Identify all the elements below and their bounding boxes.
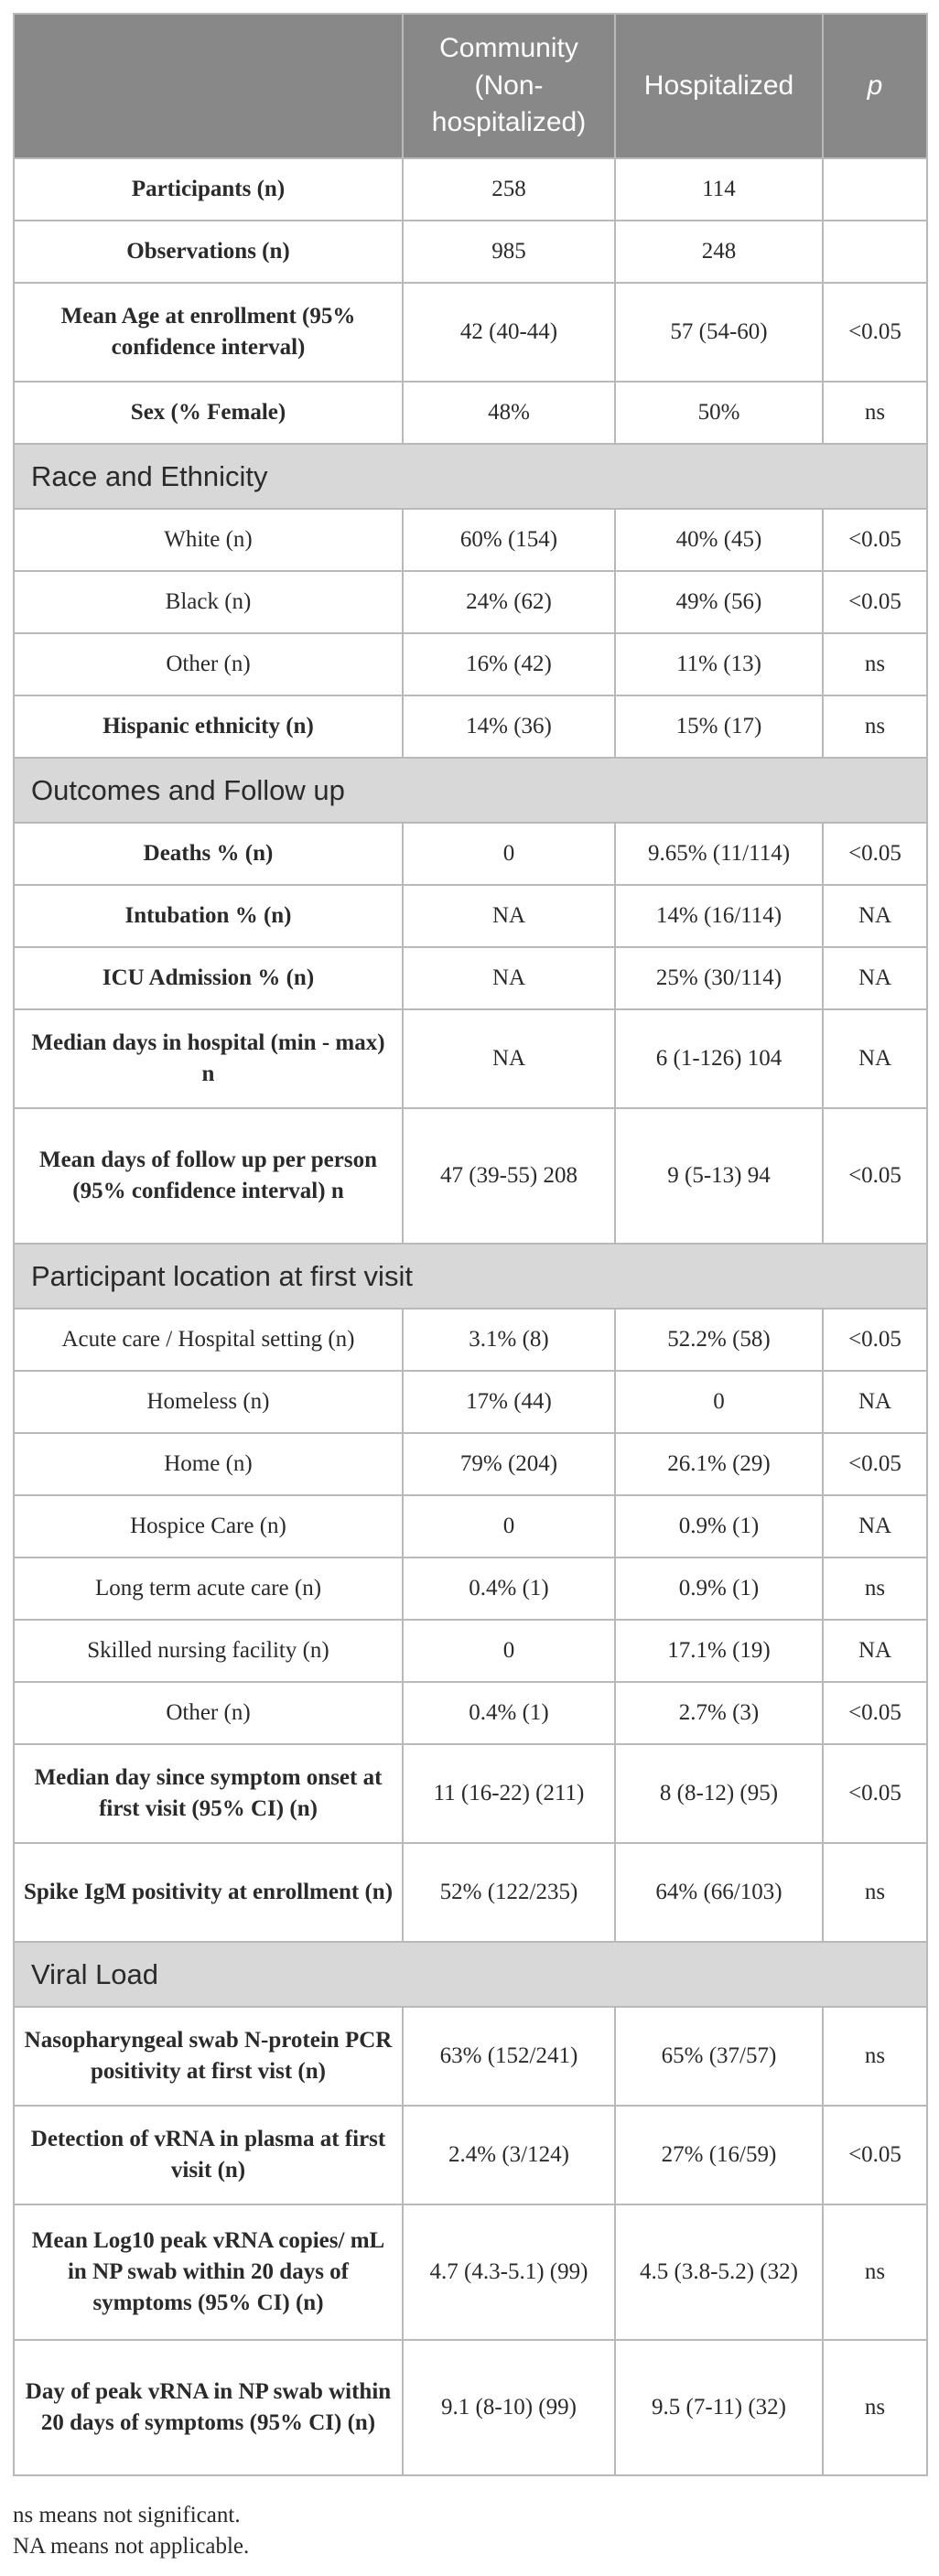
community-value: 24% (62) bbox=[403, 571, 615, 633]
section-title: Viral Load bbox=[14, 1942, 927, 2007]
hospitalized-value: 57 (54-60) bbox=[615, 283, 823, 382]
hospitalized-value: 0.9% (1) bbox=[615, 1495, 823, 1557]
hospitalized-value: 114 bbox=[615, 158, 823, 221]
p-value: NA bbox=[823, 1495, 927, 1557]
hospitalized-value: 64% (66/103) bbox=[615, 1843, 823, 1942]
p-value: <0.05 bbox=[823, 1744, 927, 1843]
community-value: 2.4% (3/124) bbox=[403, 2106, 615, 2204]
section-header-row bbox=[14, 758, 927, 823]
p-value: ns bbox=[823, 382, 927, 444]
hospitalized-value: 65% (37/57) bbox=[615, 2007, 823, 2106]
row-label: ICU Admission % (n) bbox=[14, 947, 403, 1009]
community-value: 0 bbox=[403, 1620, 615, 1682]
p-value: ns bbox=[823, 633, 927, 695]
hospitalized-value: 11% (13) bbox=[615, 633, 823, 695]
p-value: <0.05 bbox=[823, 509, 927, 571]
p-value bbox=[823, 221, 927, 283]
row-label: Skilled nursing facility (n) bbox=[14, 1620, 403, 1682]
p-value: <0.05 bbox=[823, 823, 927, 885]
community-value: NA bbox=[403, 885, 615, 947]
row-label: Other (n) bbox=[14, 1682, 403, 1744]
p-value: ns bbox=[823, 2007, 927, 2106]
p-value: ns bbox=[823, 1843, 927, 1942]
section-header-row bbox=[14, 1244, 927, 1309]
hospitalized-value: 0 bbox=[615, 1371, 823, 1433]
table-row bbox=[14, 1495, 927, 1557]
section-title: Outcomes and Follow up bbox=[14, 758, 927, 823]
row-label: Deaths % (n) bbox=[14, 823, 403, 885]
p-value bbox=[823, 158, 927, 221]
row-label: Detection of vRNA in plasma at first visit (n) bbox=[14, 2106, 403, 2204]
row-label: Other (n) bbox=[14, 633, 403, 695]
hospitalized-value: 9.5 (7-11) (32) bbox=[615, 2340, 823, 2475]
row-label: Mean Log10 peak vRNA copies/ mL in NP swab within 20 days of symptoms (95% CI) (n) bbox=[14, 2204, 403, 2340]
p-value: NA bbox=[823, 885, 927, 947]
community-value: 3.1% (8) bbox=[403, 1309, 615, 1371]
row-label: Hospice Care (n) bbox=[14, 1495, 403, 1557]
table-header-row bbox=[14, 14, 927, 158]
footnote: ns means not significant. bbox=[13, 2503, 241, 2527]
table-row bbox=[14, 1843, 927, 1942]
table-row bbox=[14, 823, 927, 885]
community-value: 60% (154) bbox=[403, 509, 615, 571]
hospitalized-value: 9 (5-13) 94 bbox=[615, 1108, 823, 1244]
table-wrapper bbox=[13, 13, 926, 2562]
row-label: Nasopharyngeal swab N-protein PCR positivity at first vist (n) bbox=[14, 2007, 403, 2106]
table-row bbox=[14, 1620, 927, 1682]
header-label-cell bbox=[14, 14, 403, 158]
p-value: NA bbox=[823, 1009, 927, 1108]
p-value: NA bbox=[823, 1620, 927, 1682]
table-row bbox=[14, 1309, 927, 1371]
row-label: Participants (n) bbox=[14, 158, 403, 221]
p-value: <0.05 bbox=[823, 571, 927, 633]
header-hospitalized: Hospitalized bbox=[615, 14, 823, 158]
table-row bbox=[14, 633, 927, 695]
hospitalized-value: 2.7% (3) bbox=[615, 1682, 823, 1744]
table-body bbox=[14, 158, 927, 2475]
cohort-characteristics-table bbox=[13, 13, 928, 2476]
hospitalized-value: 248 bbox=[615, 221, 823, 283]
table-row bbox=[14, 1433, 927, 1495]
hospitalized-value: 9.65% (11/114) bbox=[615, 823, 823, 885]
header-community: Community (Non-hospitalized) bbox=[403, 14, 615, 158]
table-row bbox=[14, 158, 927, 221]
row-label: Acute care / Hospital setting (n) bbox=[14, 1309, 403, 1371]
community-value: 9.1 (8-10) (99) bbox=[403, 2340, 615, 2475]
p-value: <0.05 bbox=[823, 1433, 927, 1495]
table-row bbox=[14, 885, 927, 947]
row-label: Black (n) bbox=[14, 571, 403, 633]
p-value: <0.05 bbox=[823, 1309, 927, 1371]
community-value: 47 (39-55) 208 bbox=[403, 1108, 615, 1244]
table-row bbox=[14, 2340, 927, 2475]
community-value: 0.4% (1) bbox=[403, 1557, 615, 1620]
hospitalized-value: 50% bbox=[615, 382, 823, 444]
community-value: 0.4% (1) bbox=[403, 1682, 615, 1744]
table-row bbox=[14, 1009, 927, 1108]
hospitalized-value: 26.1% (29) bbox=[615, 1433, 823, 1495]
row-label: Day of peak vRNA in NP swab within 20 days of symptoms (95% CI) (n) bbox=[14, 2340, 403, 2475]
section-header-row bbox=[14, 1942, 927, 2007]
p-value: <0.05 bbox=[823, 1108, 927, 1244]
row-label: Homeless (n) bbox=[14, 1371, 403, 1433]
community-value: 79% (204) bbox=[403, 1433, 615, 1495]
community-value: 52% (122/235) bbox=[403, 1843, 615, 1942]
table-row bbox=[14, 283, 927, 382]
section-title: Race and Ethnicity bbox=[14, 444, 927, 509]
hospitalized-value: 15% (17) bbox=[615, 695, 823, 758]
community-value: NA bbox=[403, 947, 615, 1009]
community-value: 16% (42) bbox=[403, 633, 615, 695]
table-row bbox=[14, 1744, 927, 1843]
table-row bbox=[14, 382, 927, 444]
footnote: NA means not applicable. bbox=[13, 2533, 250, 2559]
row-label: Long term acute care (n) bbox=[14, 1557, 403, 1620]
row-label: Hispanic ethnicity (n) bbox=[14, 695, 403, 758]
table-row bbox=[14, 1108, 927, 1244]
row-label: Home (n) bbox=[14, 1433, 403, 1495]
header-p-value: p bbox=[823, 14, 927, 158]
p-value: ns bbox=[823, 2340, 927, 2475]
section-title: Participant location at first visit bbox=[14, 1244, 927, 1309]
footnotes bbox=[13, 2500, 926, 2562]
row-label: White (n) bbox=[14, 509, 403, 571]
table-row bbox=[14, 2007, 927, 2106]
community-value: 985 bbox=[403, 221, 615, 283]
community-value: 63% (152/241) bbox=[403, 2007, 615, 2106]
hospitalized-value: 49% (56) bbox=[615, 571, 823, 633]
hospitalized-value: 27% (16/59) bbox=[615, 2106, 823, 2204]
community-value: 42 (40-44) bbox=[403, 283, 615, 382]
community-value: 11 (16-22) (211) bbox=[403, 1744, 615, 1843]
p-value: NA bbox=[823, 1371, 927, 1433]
community-value: 48% bbox=[403, 382, 615, 444]
hospitalized-value: 8 (8-12) (95) bbox=[615, 1744, 823, 1843]
row-label: Mean Age at enrollment (95% confidence interval) bbox=[14, 283, 403, 382]
row-label: Spike IgM positivity at enrollment (n) bbox=[14, 1843, 403, 1942]
table-row bbox=[14, 1557, 927, 1620]
community-value: 0 bbox=[403, 1495, 615, 1557]
community-value: 258 bbox=[403, 158, 615, 221]
hospitalized-value: 52.2% (58) bbox=[615, 1309, 823, 1371]
row-label: Median day since symptom onset at first visit (95% CI) (n) bbox=[14, 1744, 403, 1843]
p-value: ns bbox=[823, 2204, 927, 2340]
community-value: 17% (44) bbox=[403, 1371, 615, 1433]
p-value: ns bbox=[823, 1557, 927, 1620]
row-label: Intubation % (n) bbox=[14, 885, 403, 947]
table-row bbox=[14, 1371, 927, 1433]
hospitalized-value: 4.5 (3.8-5.2) (32) bbox=[615, 2204, 823, 2340]
table-row bbox=[14, 571, 927, 633]
community-value: 4.7 (4.3-5.1) (99) bbox=[403, 2204, 615, 2340]
table-row bbox=[14, 2106, 927, 2204]
section-header-row bbox=[14, 444, 927, 509]
row-label: Mean days of follow up per person (95% confidence interval) n bbox=[14, 1108, 403, 1244]
table-row bbox=[14, 509, 927, 571]
table-row bbox=[14, 221, 927, 283]
hospitalized-value: 14% (16/114) bbox=[615, 885, 823, 947]
community-value: 14% (36) bbox=[403, 695, 615, 758]
hospitalized-value: 0.9% (1) bbox=[615, 1557, 823, 1620]
community-value: NA bbox=[403, 1009, 615, 1108]
table-row bbox=[14, 1682, 927, 1744]
table-row bbox=[14, 947, 927, 1009]
row-label: Sex (% Female) bbox=[14, 382, 403, 444]
table-row bbox=[14, 2204, 927, 2340]
row-label: Median days in hospital (min - max) n bbox=[14, 1009, 403, 1108]
p-value: <0.05 bbox=[823, 2106, 927, 2204]
hospitalized-value: 17.1% (19) bbox=[615, 1620, 823, 1682]
p-value: <0.05 bbox=[823, 283, 927, 382]
hospitalized-value: 25% (30/114) bbox=[615, 947, 823, 1009]
p-value: NA bbox=[823, 947, 927, 1009]
p-value: <0.05 bbox=[823, 1682, 927, 1744]
table-row bbox=[14, 695, 927, 758]
row-label: Observations (n) bbox=[14, 221, 403, 283]
p-value: ns bbox=[823, 695, 927, 758]
community-value: 0 bbox=[403, 823, 615, 885]
hospitalized-value: 6 (1-126) 104 bbox=[615, 1009, 823, 1108]
hospitalized-value: 40% (45) bbox=[615, 509, 823, 571]
